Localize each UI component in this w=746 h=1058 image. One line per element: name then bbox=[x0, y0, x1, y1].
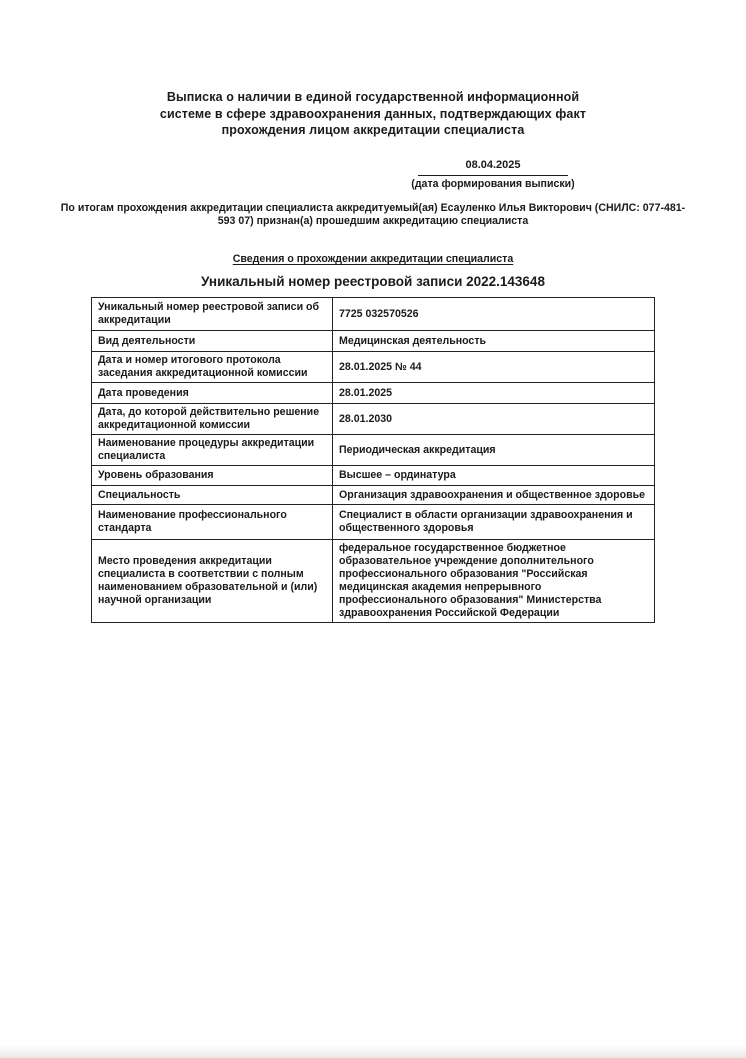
row-label: Дата, до которой действительно решение аккредитационной комиссии bbox=[92, 404, 333, 435]
row-label: Место проведения аккредитации специалиста в соответствии с полным наименованием образовательной и (или) научной организации bbox=[92, 540, 333, 623]
section-heading: Сведения о прохождении аккредитации специалиста bbox=[232, 253, 514, 265]
row-value: 28.01.2025 № 44 bbox=[333, 352, 655, 383]
intro-paragraph-line: 593 07) признан(а) прошедшим аккредитацию специалиста bbox=[217, 215, 529, 227]
row-label: Уникальный номер реестровой записи об аккредитации bbox=[92, 298, 333, 331]
document-title-line: Выписка о наличии в единой государственной информационной bbox=[166, 90, 580, 104]
intro-paragraph bbox=[40, 202, 706, 228]
row-value: Высшее – ординатура bbox=[333, 466, 655, 486]
registry-number-heading: Уникальный номер реестровой записи 2022.143648 bbox=[201, 274, 545, 289]
table-row bbox=[92, 298, 655, 331]
document-title-line: системе в сфере здравоохранения данных, подтверждающих факт bbox=[159, 106, 587, 121]
row-value: Медицинская деятельность bbox=[333, 331, 655, 352]
table-row bbox=[92, 486, 655, 505]
row-label: Уровень образования bbox=[92, 466, 333, 486]
row-label: Дата проведения bbox=[92, 383, 333, 404]
table-row bbox=[92, 404, 655, 435]
row-value: Специалист в области организации здравоохранения и общественного здоровья bbox=[333, 505, 655, 540]
issue-date-block bbox=[411, 158, 575, 190]
accreditation-table bbox=[91, 297, 655, 623]
row-value: Организация здравоохранения и общественное здоровье bbox=[333, 486, 655, 505]
intro-paragraph-line: По итогам прохождения аккредитации специалиста аккредитуемый(ая) Есауленко Илья Викторович (СНИЛС: 077-481- bbox=[60, 202, 686, 214]
page-bottom-edge bbox=[0, 1044, 746, 1058]
row-value: Периодическая аккредитация bbox=[333, 435, 655, 466]
row-value: 28.01.2030 bbox=[333, 404, 655, 435]
table-row bbox=[92, 505, 655, 540]
table-row bbox=[92, 331, 655, 352]
row-value: 28.01.2025 bbox=[333, 383, 655, 404]
table-row bbox=[92, 435, 655, 466]
row-label: Специальность bbox=[92, 486, 333, 505]
row-value: федеральное государственное бюджетное образовательное учреждение дополнительного профессионального образования "Российская медицинская академия непрерывного профессионального образования" Министерства здравоохранения Российской Федерации bbox=[333, 540, 655, 623]
table-row bbox=[92, 466, 655, 486]
document-title-line: прохождения лицом аккредитации специалиста bbox=[221, 123, 525, 137]
table-row bbox=[92, 540, 655, 623]
table-row bbox=[92, 352, 655, 383]
issue-date-value: 08.04.2025 bbox=[418, 158, 568, 176]
row-label: Дата и номер итогового протокола заседания аккредитационной комиссии bbox=[92, 352, 333, 383]
table-row bbox=[92, 383, 655, 404]
row-value: 7725 032570526 bbox=[333, 298, 655, 331]
row-label: Наименование процедуры аккредитации специалиста bbox=[92, 435, 333, 466]
row-label: Наименование профессионального стандарта bbox=[92, 505, 333, 540]
document-title bbox=[60, 89, 686, 139]
row-label: Вид деятельности bbox=[92, 331, 333, 352]
issue-date-caption: (дата формирования выписки) bbox=[411, 178, 575, 190]
